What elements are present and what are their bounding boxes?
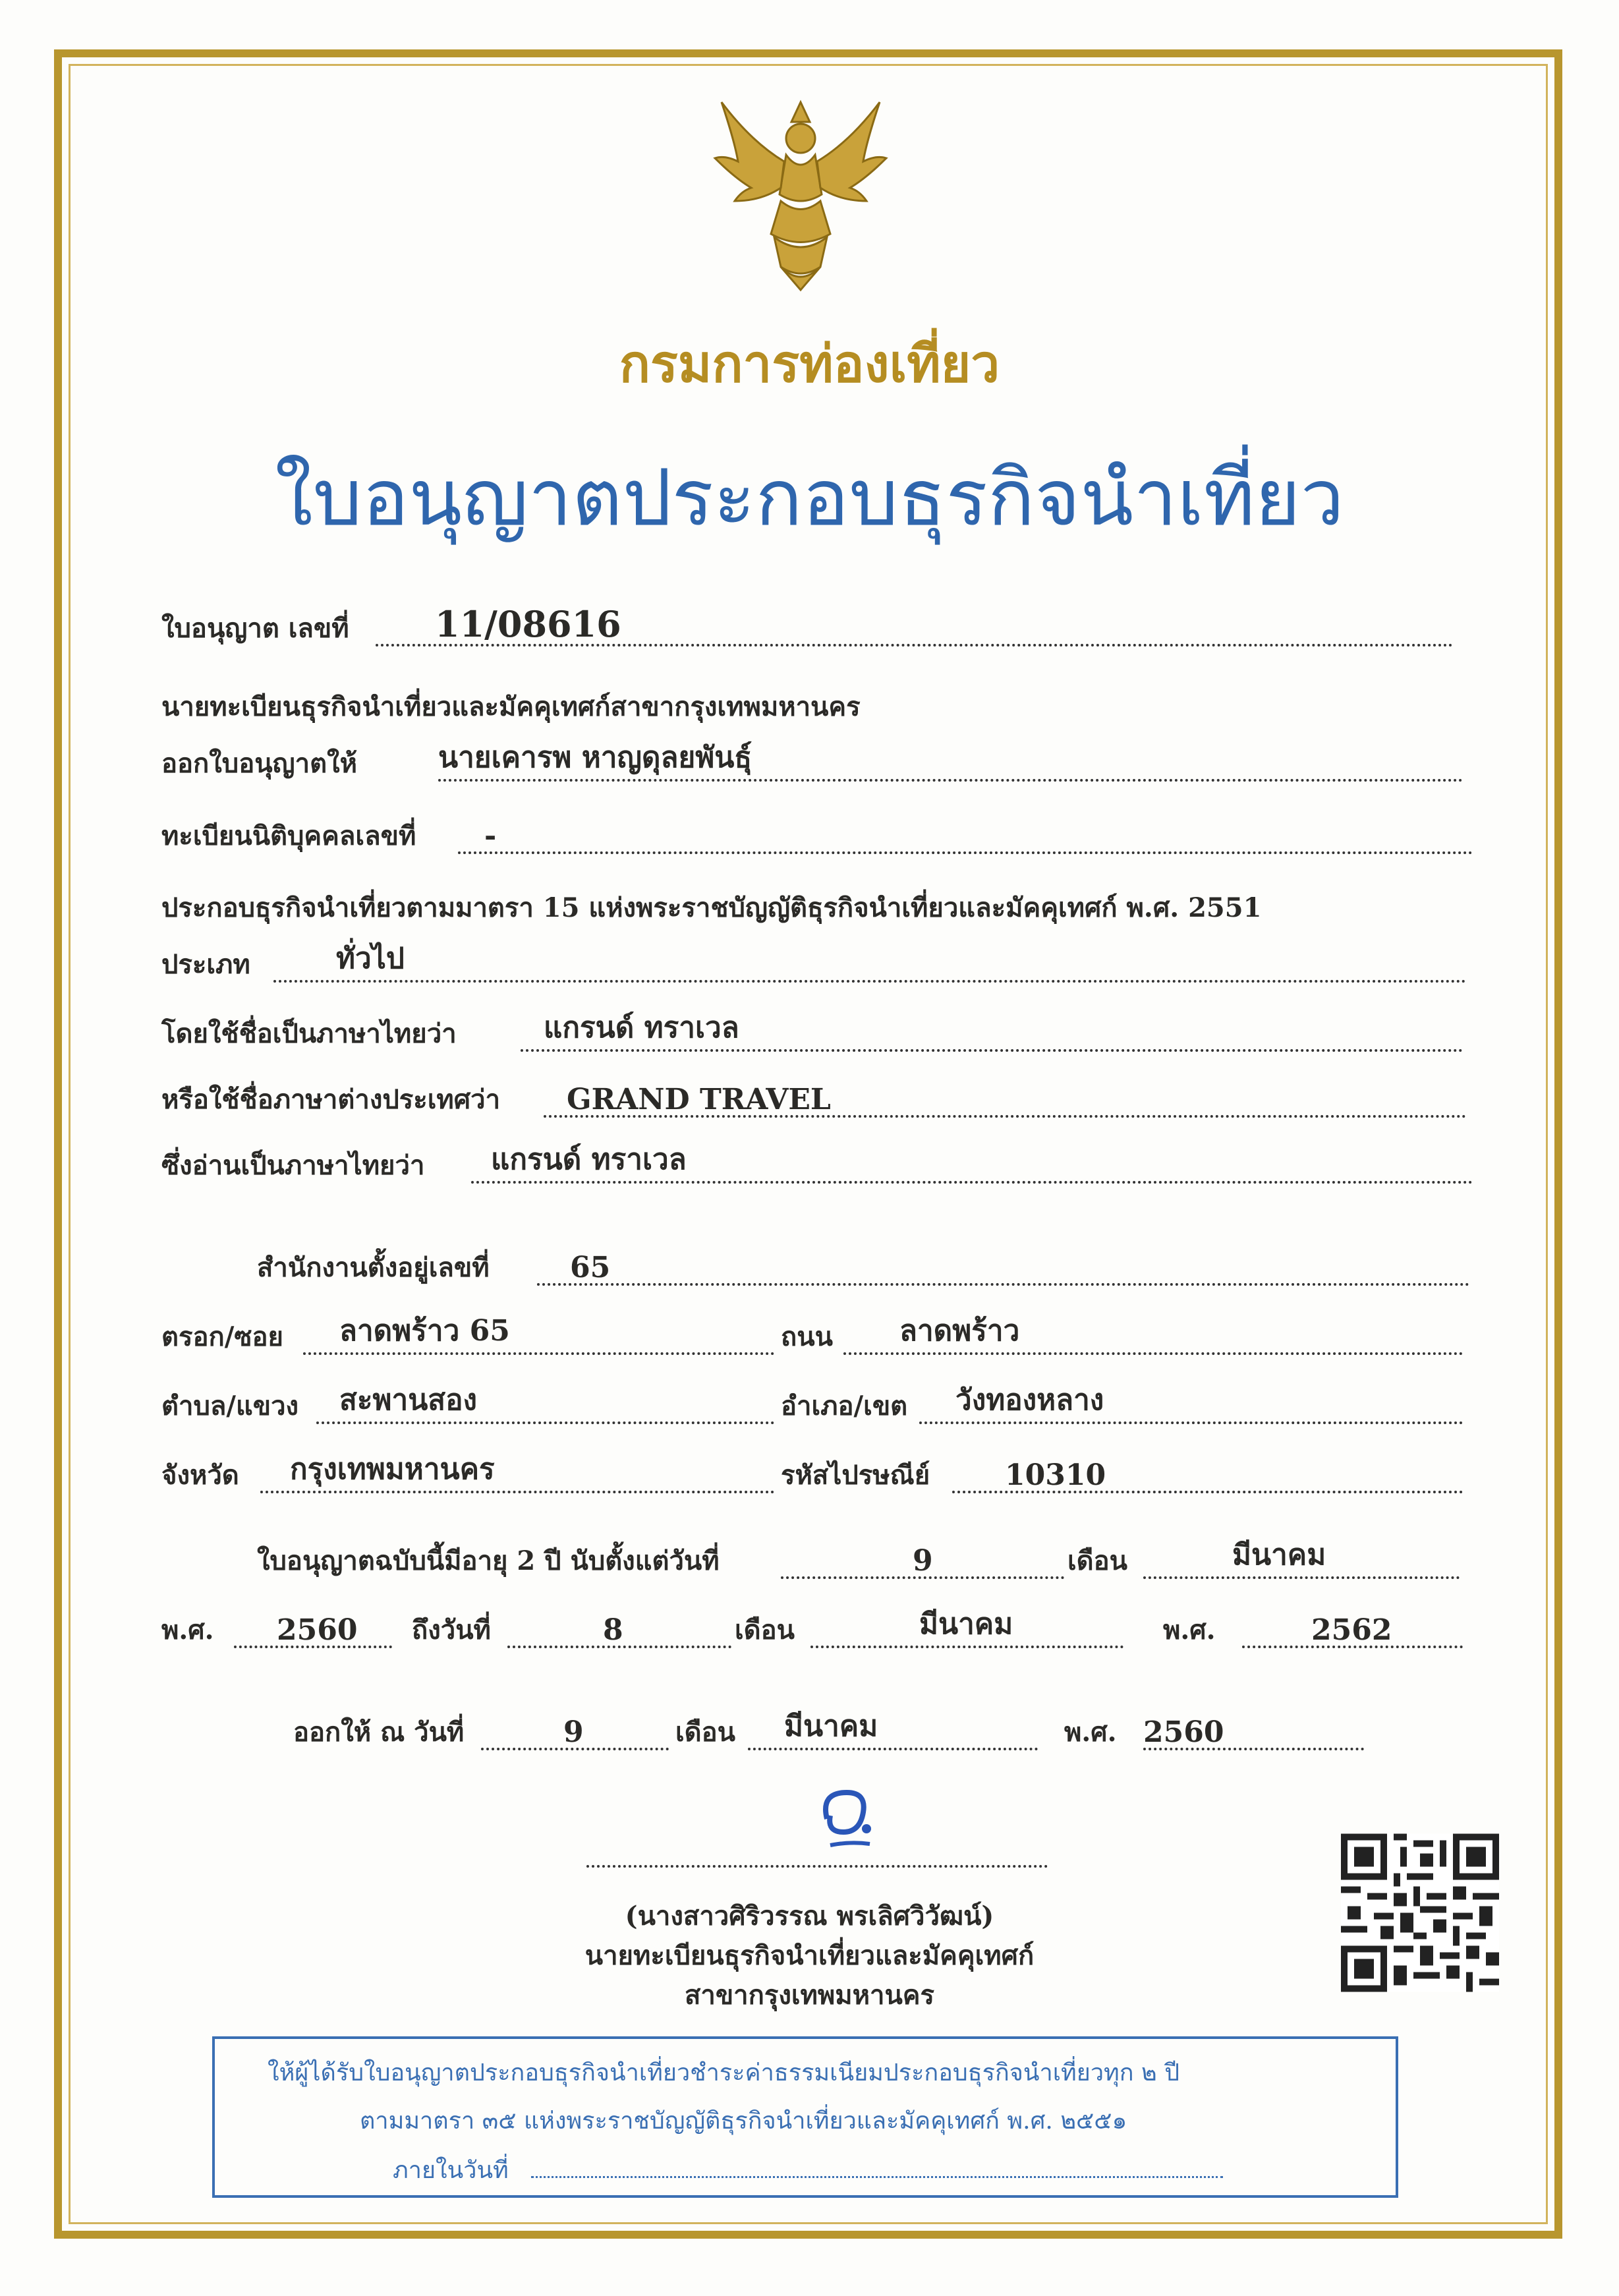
thai-name-value: แกรนด์ ทราเวล: [544, 1011, 739, 1045]
thai-name-row: [161, 1011, 1463, 1054]
notice-line-1: ให้ผู้ได้รับใบอนุญาตประกอบธุรกิจนำเที่ยวชำระค่าธรรมเนียมประกอบธุรกิจนำเที่ยวทุก ๒ ปี: [268, 2059, 1180, 2086]
garuda-emblem-icon: [702, 89, 899, 293]
end-month-label: เดือน: [735, 1615, 795, 1646]
foreign-name-row: [161, 1081, 1466, 1120]
end-month: มีนาคม: [919, 1607, 1013, 1641]
issue-day: 9: [563, 1715, 584, 1749]
issued-to-row: [161, 741, 1463, 784]
license-number-row: [161, 603, 1453, 649]
signature-mark-icon: [804, 1766, 883, 1865]
soi-row: [161, 1314, 774, 1358]
notice-line-3: ภายในวันที่: [393, 2157, 509, 2184]
issue-year-label: พ.ศ.: [1064, 1717, 1117, 1748]
soi-label: ตรอก/ซอย: [161, 1321, 283, 1352]
office-label: สำนักงานตั้งอยู่เลขที่: [257, 1252, 490, 1283]
province-label: จังหวัด: [161, 1460, 239, 1491]
section-line: ประกอบธุรกิจนำเที่ยวตามมาตรา 15 แห่งพระราชบัญญัติธุรกิจนำเที่ยวและมัคคุเทศก์ พ.ศ. 2551: [161, 892, 1262, 923]
postcode-row: [781, 1456, 1463, 1496]
juristic-row: [161, 817, 1473, 857]
start-month-label: เดือน: [1067, 1545, 1128, 1576]
notice-line-2: ตามมาตรา ๓๕ แห่งพระราชบัญญัติธุรกิจนำเที่ยวและมัคคุเทศก์ พ.ศ. ๒๕๕๑: [360, 2108, 1127, 2135]
subdistrict-row: [161, 1383, 774, 1427]
issued-to-value: นายเคารพ หาญดุลยพันธุ์: [438, 741, 753, 774]
foreign-name-label: หรือใช้ชื่อภาษาต่างประเทศว่า: [161, 1084, 501, 1115]
type-value: ทั่วไป: [336, 942, 405, 975]
juristic-value: -: [484, 819, 497, 853]
license-number-label: ใบอนุญาต เลขที่: [161, 613, 349, 644]
postcode-value: 10310: [1005, 1458, 1106, 1492]
start-day: 9: [913, 1544, 933, 1578]
office-row: [257, 1249, 1469, 1288]
department-name: กรมการท่องเที่ยว: [619, 334, 1000, 394]
reading-value: แกรนด์ ทราเวล: [491, 1143, 687, 1176]
start-month: มีนาคม: [1232, 1538, 1326, 1572]
certificate-title: ใบอนุญาตประกอบธุรกิจนำเที่ยว: [275, 452, 1344, 543]
type-label: ประเภท: [161, 949, 250, 980]
road-row: [781, 1314, 1463, 1358]
end-year: 2562: [1311, 1613, 1392, 1647]
province-value: กรุงเทพมหานคร: [290, 1452, 495, 1486]
notice-date-blank: [531, 2176, 1223, 2178]
signer-branch: สาขากรุงเทพมหานคร: [684, 1980, 935, 2011]
validity-row-2: [161, 1607, 1463, 1651]
end-day: 8: [603, 1613, 623, 1647]
district-row: [781, 1383, 1463, 1427]
license-number: 11/08616: [435, 603, 621, 645]
reading-row: [161, 1143, 1473, 1186]
issue-month-label: เดือน: [675, 1717, 736, 1748]
district-label: อำเภอ/เขต: [781, 1391, 908, 1421]
reading-label: ซึ่งอ่านเป็นภาษาไทยว่า: [161, 1150, 425, 1181]
start-year-label: พ.ศ.: [161, 1615, 214, 1646]
type-row: [161, 942, 1466, 985]
soi-value: ลาดพร้าว 65: [339, 1314, 510, 1348]
qr-code-icon: [1341, 1832, 1499, 1994]
until-label: ถึงวันที่: [412, 1615, 491, 1646]
issue-row: [293, 1709, 1364, 1753]
district-value: วังทองหลาง: [955, 1383, 1104, 1417]
office-number: 65: [570, 1251, 611, 1284]
subdistrict-value: สะพานสอง: [339, 1383, 478, 1417]
issued-to-label: ออกใบอนุญาตให้: [161, 748, 357, 779]
validity-row-1: [257, 1538, 1460, 1582]
postcode-label: รหัสไปรษณีย์: [781, 1460, 930, 1491]
fee-notice-box: [212, 2036, 1398, 2198]
validity-intro: ใบอนุญาตฉบับนี้มีอายุ 2 ปี นับตั้งแต่วันที่: [257, 1545, 720, 1576]
signer-position: นายทะเบียนธุรกิจนำเที่ยวและมัคคุเทศก์: [584, 1940, 1035, 1971]
start-year: 2560: [277, 1613, 358, 1647]
province-row: [161, 1452, 774, 1496]
issue-label: ออกให้ ณ วันที่: [293, 1717, 465, 1748]
thai-name-label: โดยใช้ชื่อเป็นภาษาไทยว่า: [161, 1018, 457, 1049]
subdistrict-label: ตำบล/แขวง: [161, 1391, 299, 1421]
registrar-line: นายทะเบียนธุรกิจนำเที่ยวและมัคคุเทศก์สาขากรุงเทพมหานคร: [161, 691, 861, 722]
end-year-label: พ.ศ.: [1163, 1615, 1216, 1646]
signature-line: [586, 1865, 1048, 1868]
foreign-name-value: GRAND TRAVEL: [567, 1083, 831, 1116]
signer-name: (นางสาวศิริวรรณ พรเลิศวิวัฒน์): [625, 1901, 994, 1932]
issue-month: มีนาคม: [784, 1709, 878, 1743]
juristic-label: ทะเบียนนิติบุคคลเลขที่: [161, 820, 416, 851]
road-value: ลาดพร้าว: [899, 1314, 1020, 1348]
road-label: ถนน: [781, 1321, 833, 1352]
issue-year: 2560: [1143, 1715, 1224, 1749]
